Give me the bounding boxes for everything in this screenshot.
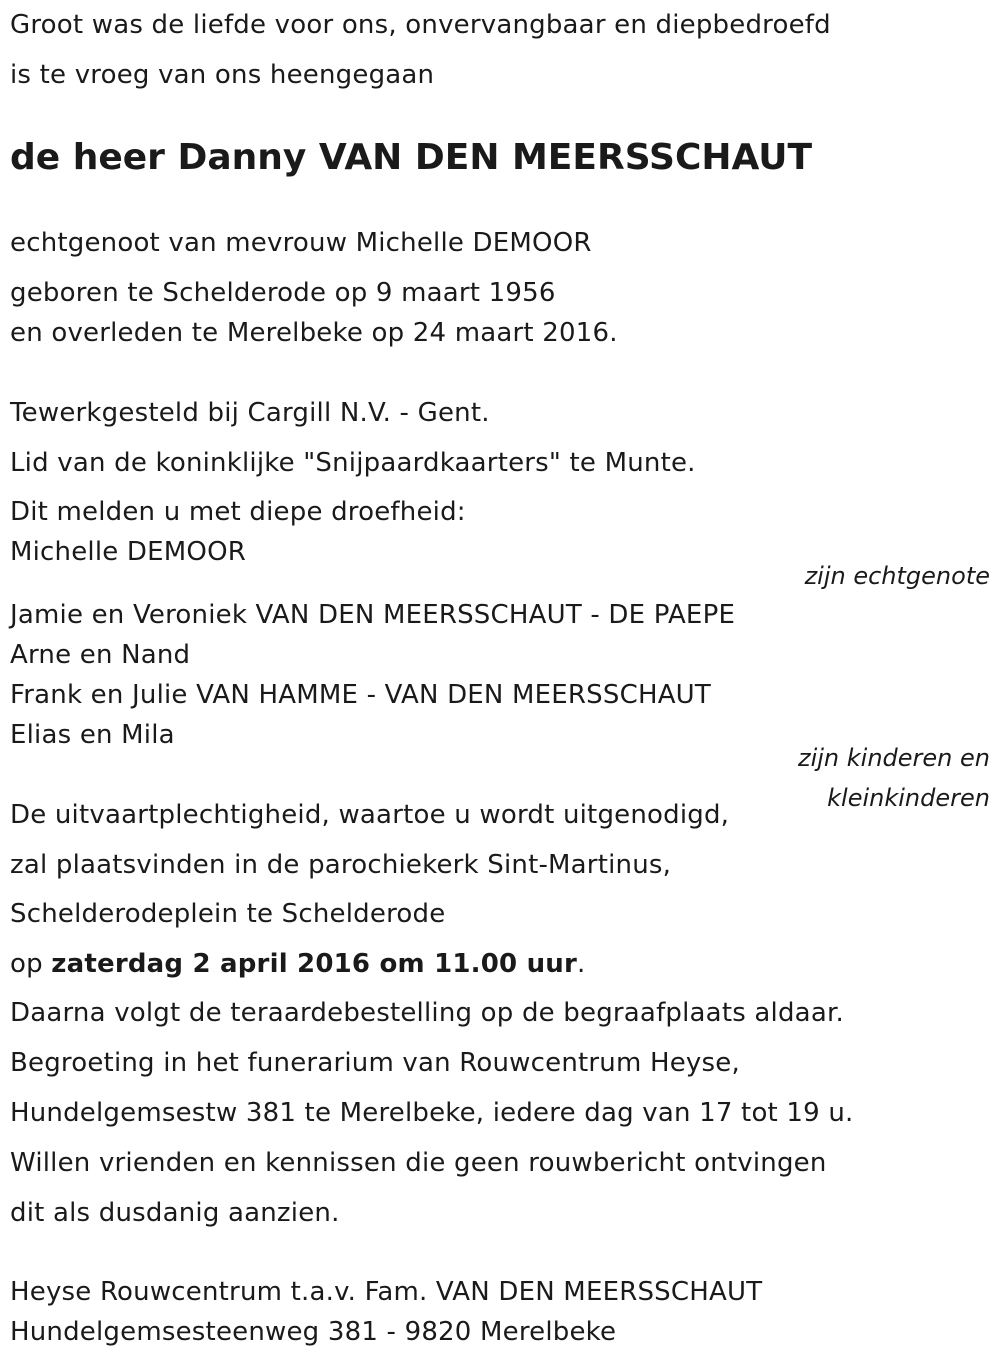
greeting-line-2: Hundelgemsestw 381 te Merelbeke, iedere dag van 17 tot 19 u. bbox=[10, 1098, 854, 1128]
family-member: Jamie en Veroniek VAN DEN MEERSSCHAUT - DE PAEPE bbox=[10, 600, 736, 630]
deceased-name: de heer Danny VAN DEN MEERSSCHAUT bbox=[10, 137, 813, 178]
address-line-2: Hundelgemsesteenweg 381 - 9820 Merelbeke bbox=[10, 1317, 617, 1347]
family-member: Elias en Mila bbox=[10, 720, 175, 750]
spouse-name: Michelle DEMOOR bbox=[10, 537, 247, 567]
notice-line-2: dit als dusdanig aanzien. bbox=[10, 1198, 340, 1228]
ceremony-line-3: Schelderodeplein te Schelderode bbox=[10, 899, 446, 929]
spouse-line: echtgenoot van mevrouw Michelle DEMOOR bbox=[10, 228, 592, 258]
date-suffix: . bbox=[577, 949, 586, 979]
ceremony-line-2: zal plaatsvinden in de parochiekerk Sint-Martinus, bbox=[10, 850, 672, 880]
ceremony-line-1: De uitvaartplechtigheid, waartoe u wordt uitgenodigd, bbox=[10, 800, 730, 830]
announce-line: Dit melden u met diepe droefheid: bbox=[10, 497, 466, 527]
notice-line-1: Willen vrienden en kennissen die geen rouwbericht ontvingen bbox=[10, 1148, 827, 1178]
work-line: Tewerkgesteld bij Cargill N.V. - Gent. bbox=[10, 398, 490, 428]
date-prefix: op bbox=[10, 949, 52, 979]
intro-line-1: Groot was de liefde voor ons, onvervangbaar en diepbedroefd bbox=[10, 10, 831, 40]
ceremony-date-line bbox=[10, 949, 585, 979]
greeting-line-1: Begroeting in het funerarium van Rouwcentrum Heyse, bbox=[10, 1048, 740, 1078]
spouse-role: zijn echtgenote bbox=[804, 562, 990, 590]
address-line-1: Heyse Rouwcentrum t.a.v. Fam. VAN DEN MEERSSCHAUT bbox=[10, 1277, 763, 1307]
family-member: Arne en Nand bbox=[10, 640, 191, 670]
burial-line: Daarna volgt de teraardebestelling op de begraafplaats aldaar. bbox=[10, 998, 844, 1028]
children-role-line-1: zijn kinderen en bbox=[798, 744, 990, 772]
intro-line-2: is te vroeg van ons heengegaan bbox=[10, 60, 435, 90]
death-line: en overleden te Merelbeke op 24 maart 2016. bbox=[10, 318, 618, 348]
ceremony-date: zaterdag 2 april 2016 om 11.00 uur bbox=[51, 949, 578, 979]
membership-line: Lid van de koninklijke "Snijpaardkaarters" te Munte. bbox=[10, 448, 696, 478]
birth-line: geboren te Schelderode op 9 maart 1956 bbox=[10, 278, 556, 308]
children-role-line-2: kleinkinderen bbox=[827, 784, 990, 812]
family-member: Frank en Julie VAN HAMME - VAN DEN MEERSSCHAUT bbox=[10, 680, 711, 710]
